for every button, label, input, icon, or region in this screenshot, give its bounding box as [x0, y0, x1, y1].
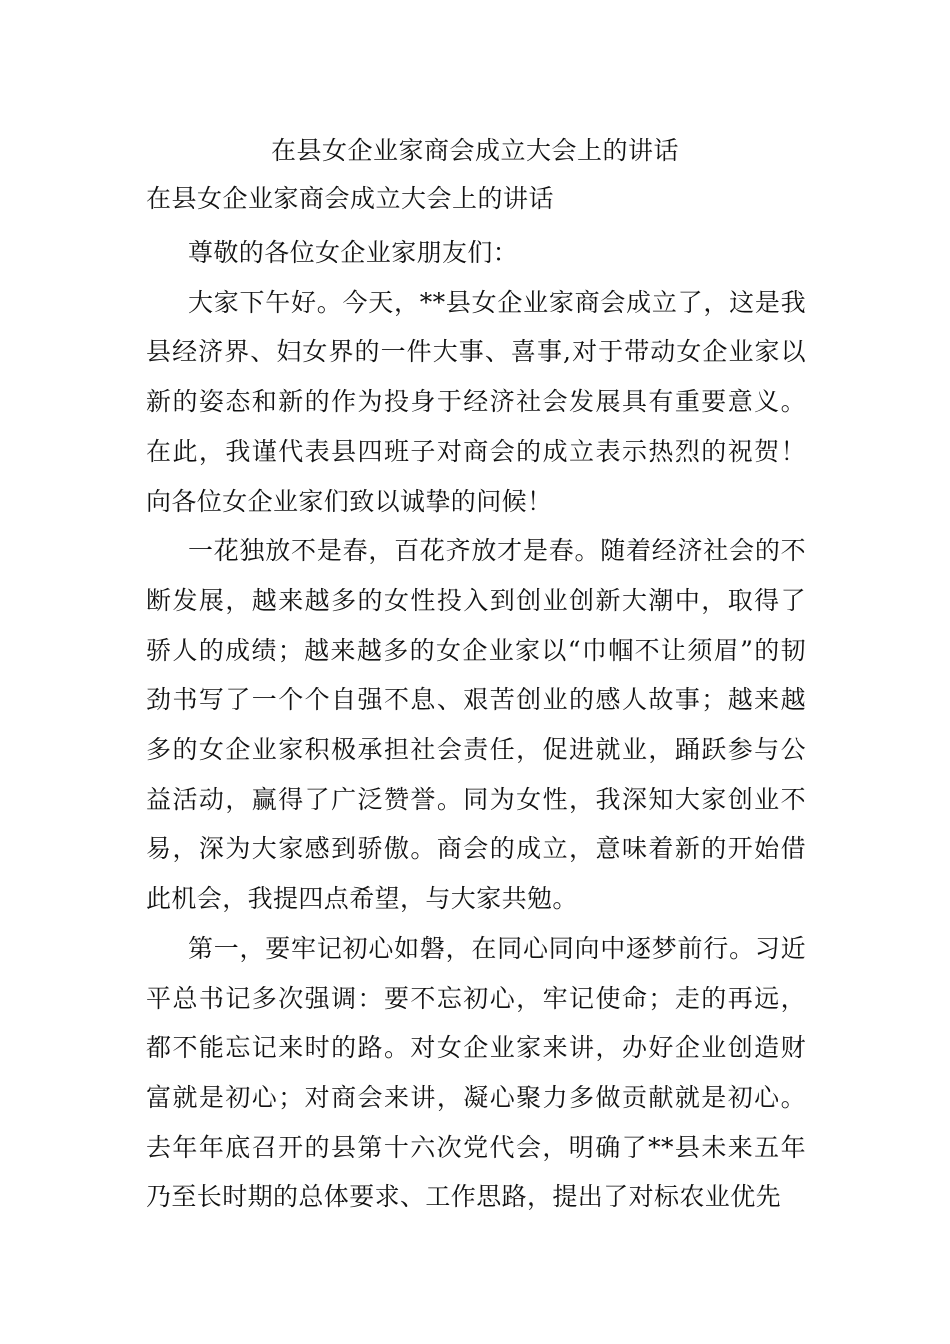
body-paragraph-3: 第一，要牢记初心如磐，在同心同向中逐梦前行。习近平总书记多次强调：要不忘初心，牢记使命；走的再远，都不能忘记来时的路。对女企业家来讲，办好企业创造财富就是初心；对商会来讲，凝心聚力多做贡献就是初心。去年年底召开的县第十六次党代会，明确了**县未来五年乃至长时期的总体要求、工作思路，提出了对标农业优先	[146, 933, 806, 1212]
greeting-paragraph: 尊敬的各位女企业家朋友们：	[188, 238, 519, 267]
document-title: 在县女企业家商会成立大会上的讲话	[270, 136, 679, 165]
document-body	[146, 180, 806, 1222]
body-paragraph-2: 一花独放不是春，百花齐放才是春。随着经济社会的不断发展，越来越多的女性投入到创业创新大潮中，取得了骄人的成绩；越来越多的女企业家以“巾帼不让须眉”的韧劲书写了一个个自强不息、艰苦创业的感人故事；越来越多的女企业家积极承担社会责任，促进就业，踊跃参与公益活动，赢得了广泛赞誉。同为女性，我深知大家创业不易，深为大家感到骄傲。商会的成立，意味着新的开始借此机会，我提四点希望，与大家共勉。	[146, 536, 806, 914]
body-paragraph-1: 大家下午好。今天，**县女企业家商会成立了，这是我县经济界、妇女界的一件大事、喜事,对于带动女企业家以新的姿态和新的作为投身于经济社会发展具有重要意义。在此，我谨代表县四班子对商会的成立表示热烈的祝贺！向各位女企业家们致以诚挚的问候！	[146, 287, 806, 516]
document-subtitle: 在县女企业家商会成立大会上的讲话	[146, 184, 555, 213]
